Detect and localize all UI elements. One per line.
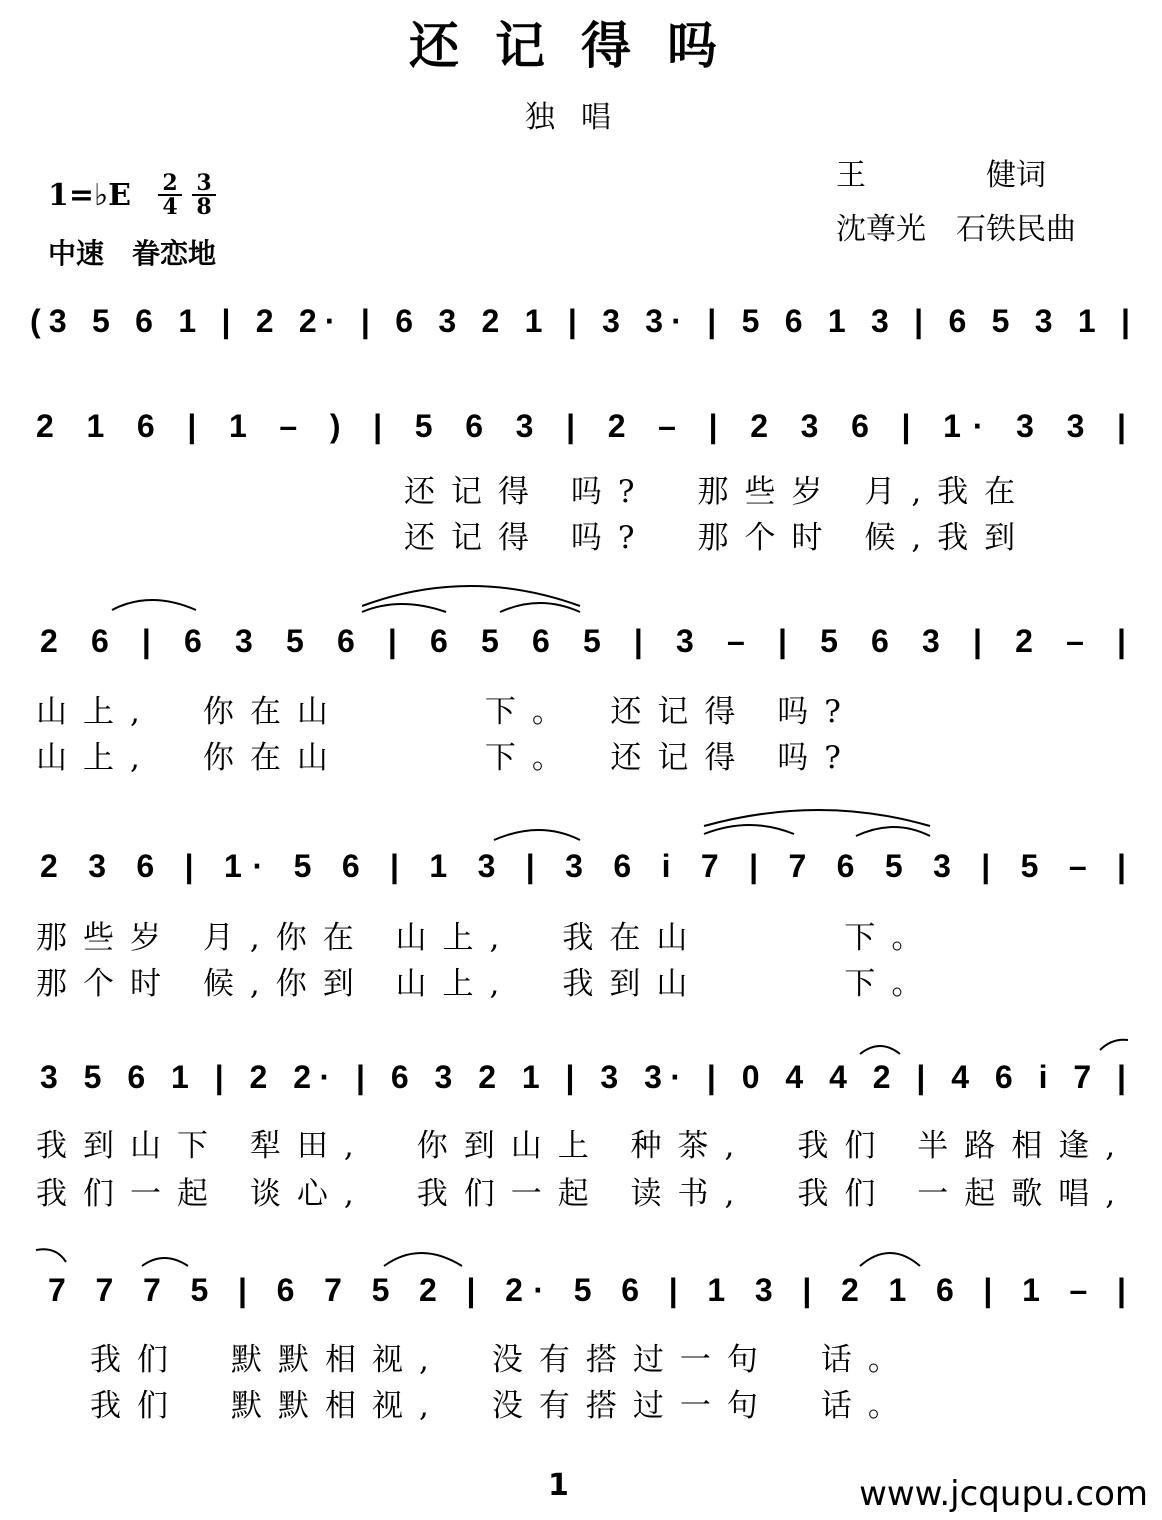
- slur: [1100, 1040, 1128, 1050]
- page-number: 1: [548, 1468, 569, 1503]
- lyric-line: 山上, 你在山 下。 还记得 吗?: [36, 740, 857, 776]
- slur: [142, 1258, 188, 1266]
- time-signature-2-numerator: 3: [192, 172, 216, 196]
- slur: [860, 1046, 900, 1054]
- lyric-line: 那个时 候,你到 山上, 我到山 下。: [36, 966, 939, 1002]
- slur: [384, 1253, 462, 1266]
- triplet-bracket: [500, 603, 580, 612]
- time-signature-2-denominator: 8: [196, 194, 212, 220]
- lyric-line: 那些岁 月,你在 山上, 我在山 下。: [36, 920, 939, 956]
- page-title: 还记得吗: [409, 16, 753, 75]
- slur: [704, 825, 794, 834]
- lyric-line: 还记得 吗? 那些岁 月,我在: [404, 474, 1032, 510]
- time-signature-1-denominator: 4: [162, 194, 178, 220]
- subtitle: 独唱: [525, 100, 637, 135]
- score-row-3: 2 6 | 6 3 5 6 | 6 5 6 5 | 3 – | 5 6 3 | 2 – |: [40, 623, 1126, 659]
- slur: [704, 810, 930, 826]
- slur: [494, 830, 580, 840]
- lyric-line: 我们一起 谈心, 我们一起 读书, 我们 一起歌唱,: [36, 1176, 1132, 1212]
- composer-credit: 沈尊光 石铁民曲: [836, 212, 1076, 247]
- score-row-6: 7 7 7 5 | 6 7 5 2 | 2· 5 6 | 1 3 | 2 1 6 | 1 – |: [48, 1272, 1126, 1308]
- lyric-line: 我们 默默相视, 没有搭过一句 话。: [90, 1388, 915, 1424]
- triplet-bracket: [856, 827, 930, 836]
- slur: [362, 604, 446, 612]
- lyric-line: 我到山下 犁田, 你到山上 种茶, 我们 半路相逢,: [36, 1128, 1132, 1164]
- score-row-4: 2 3 6 | 1· 5 6 | 1 3 | 3 6 i 7 | 7 6 5 3 | 5 – |: [40, 848, 1127, 884]
- lyric-line: 我们 默默相视, 没有搭过一句 话。: [90, 1342, 915, 1378]
- lyric-line: 山上, 你在山 下。 还记得 吗?: [36, 694, 857, 730]
- slur: [860, 1253, 920, 1266]
- lyric-line: 还记得 吗? 那个时 候,我到: [404, 520, 1032, 556]
- score-row-2: 2 1 6 | 1 – ) | 5 6 3 | 2 – | 2 3 6 | 1· 3 3 |: [36, 408, 1126, 444]
- slur: [112, 600, 196, 610]
- lyricist-credit: 王 健词: [836, 158, 1046, 193]
- score-row-1: (3 5 6 1 | 2 2· | 6 3 2 1 | 3 3· | 5 6 1 3 | 6 5 3 1 |: [30, 303, 1131, 339]
- tempo-marking: 中速 眷恋地: [48, 237, 217, 270]
- time-signature-1-numerator: 2: [158, 172, 182, 196]
- slur: [36, 1249, 66, 1262]
- score-row-5: 3 5 6 1 | 2 2· | 6 3 2 1 | 3 3· | 0 4 4 2 | 4 6 i 7 |: [40, 1059, 1126, 1095]
- key-signature: 1=♭E: [48, 178, 132, 213]
- watermark: www.jcqupu.com: [859, 1474, 1148, 1514]
